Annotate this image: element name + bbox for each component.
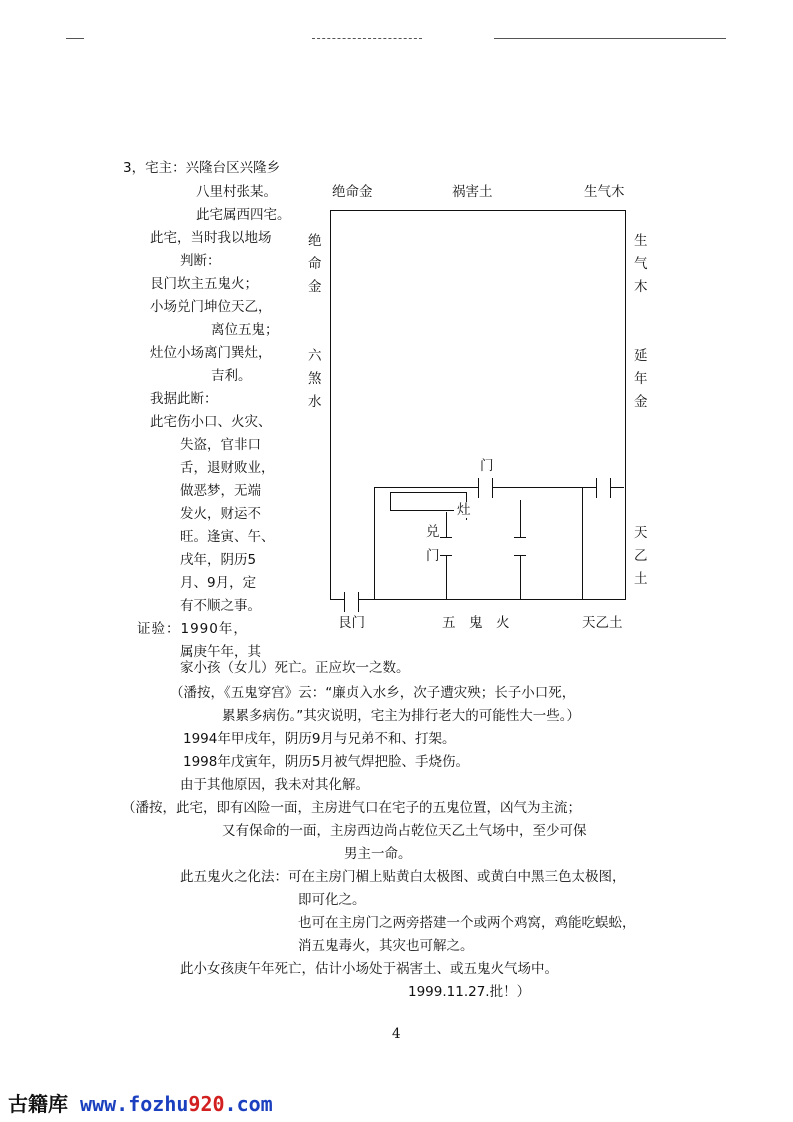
west-room-wall-lower [446,555,447,599]
note-line: （潘按，《五鬼穿宫》云：“廉贞入水乡，次子遭灾殃；长子小口死， [170,685,576,701]
text-line: 八里村张某。 [196,184,277,200]
dui-label: 兑 [426,524,440,540]
watermark-url: www.fozhu [80,1092,189,1116]
courtyard-divider-wall [582,487,583,599]
text-line: 发火，财运不 [180,506,261,522]
text-line: 月、9月，定 [180,575,257,591]
header-rule-1 [66,38,84,39]
label-bottom-right: 天乙土 [582,615,623,631]
note-line: 此五鬼火之化法：可在主房门楣上贴黄白太极图、或黄白中黑三色太极图， [180,869,626,885]
main-house-top-wall-mid [492,487,596,488]
text-line: 此宅，当时我以地场 [150,230,272,246]
stove-wall-left [390,492,391,510]
text-line: 旺。逢寅、午、 [180,529,275,545]
side-door-post-left [596,478,597,498]
label-bottom-left: 艮门 [338,615,365,631]
note-line: 累累多病伤。”其灾说明，宅主为排行老大的可能性大一些。） [222,708,580,724]
text-line: 失盗，官非口 [180,437,261,453]
body-line: 由于其他原因，我未对其化解。 [180,777,369,793]
watermark-title: 古籍库 [8,1092,81,1116]
stove-label: 灶 [457,502,471,518]
watermark-url-number: 920 [188,1092,225,1116]
label-right-lower: 天乙土 [634,525,648,587]
main-house-left-wall [374,487,375,599]
label-bottom-mid: 五 鬼 火 [442,615,510,631]
text-line: 戌年，阴历5 [180,552,257,568]
mid-door-lintel [514,537,526,538]
main-door-post-left [478,478,479,498]
note-line: 消五鬼毒火，其灾也可解之。 [298,938,474,954]
note-line: 又有保命的一面，主房西边尚占乾位天乙土气场中，至少可保 [222,823,587,839]
main-door-label: 门 [480,458,494,474]
note-line: 此小女孩庚午年死亡，估计小场处于祸害土、或五鬼火气场中。 [180,961,558,977]
stove-wall-top [390,492,466,493]
note-line: 也可在主房门之两旁搭建一个或两个鸡窝，鸡能吃蜈蚣， [298,915,636,931]
page-number: 4 [392,1026,401,1042]
text-line: 我据此断： [150,391,218,407]
body-line: 1994年甲戌年，阴历9月与兄弟不和、打架。 [183,731,456,747]
label-right-upper: 生气木 [634,233,648,295]
header-rule-2 [312,38,422,39]
header-rule-3 [494,38,726,39]
dui-door-label: 门 [426,548,440,564]
site-watermark [8,1088,273,1117]
label-left-lower: 六煞水 [308,348,322,410]
side-door-post-right [610,478,611,498]
gate-gap-cover [344,597,358,600]
text-line: 此宅属西四宅。 [196,207,291,223]
west-room-wall-upper [446,512,447,537]
label-top-right: 生气木 [584,184,625,200]
mid-wall-lower [520,555,521,599]
watermark-url-tld: .com [224,1092,273,1116]
label-right-middle: 延年金 [634,348,648,410]
west-door-lintel [440,537,452,538]
main-door-post-right [492,478,493,498]
main-house-top-wall-right [610,487,624,488]
text-line: 做恶梦，无端 [180,483,261,499]
main-house-top-wall-left [374,487,478,488]
mid-wall-upper [520,500,521,537]
gate-post-right [358,592,359,612]
text-line: 离位五鬼； [211,322,279,338]
text-line: 判断： [180,253,221,269]
text-line: 有不顺之事。 [180,598,261,614]
text-line: 此宅伤小口、火灾、 [150,414,272,430]
note-line: 即可化之。 [298,892,366,908]
note-line: （潘按，此宅，即有凶险一面，主房进气口在宅子的五鬼位置，凶气为主流； [122,800,581,816]
label-left-upper: 绝命金 [308,233,322,295]
text-line: 舌，退财败业， [180,460,275,476]
text-line: 吉利。 [211,368,252,384]
text-line: 小场兑门坤位天乙， [150,299,272,315]
body-line: 1998年戊寅年，阴历5月被气焊把脸、手烧伤。 [183,754,469,770]
label-top-mid: 祸害土 [452,184,493,200]
signature-date: 1999.11.27.批！） [408,984,531,1000]
text-line: 灶位小场离门巽灶， [150,345,272,361]
gate-post-left [344,592,345,612]
verification-line: 证验：1990年， [137,621,248,637]
text-line: 属庚午年，其 [180,644,261,660]
label-top-left: 绝命金 [332,184,373,200]
text-line: 艮门坎主五鬼火； [150,276,258,292]
body-line: 家小孩（女儿）死亡。正应坎一之数。 [180,660,410,676]
note-line: 男主一命。 [344,846,412,862]
owner-line: 3，宅主：兴隆台区兴隆乡 [123,160,281,176]
stove-wall-bottom [390,510,454,511]
